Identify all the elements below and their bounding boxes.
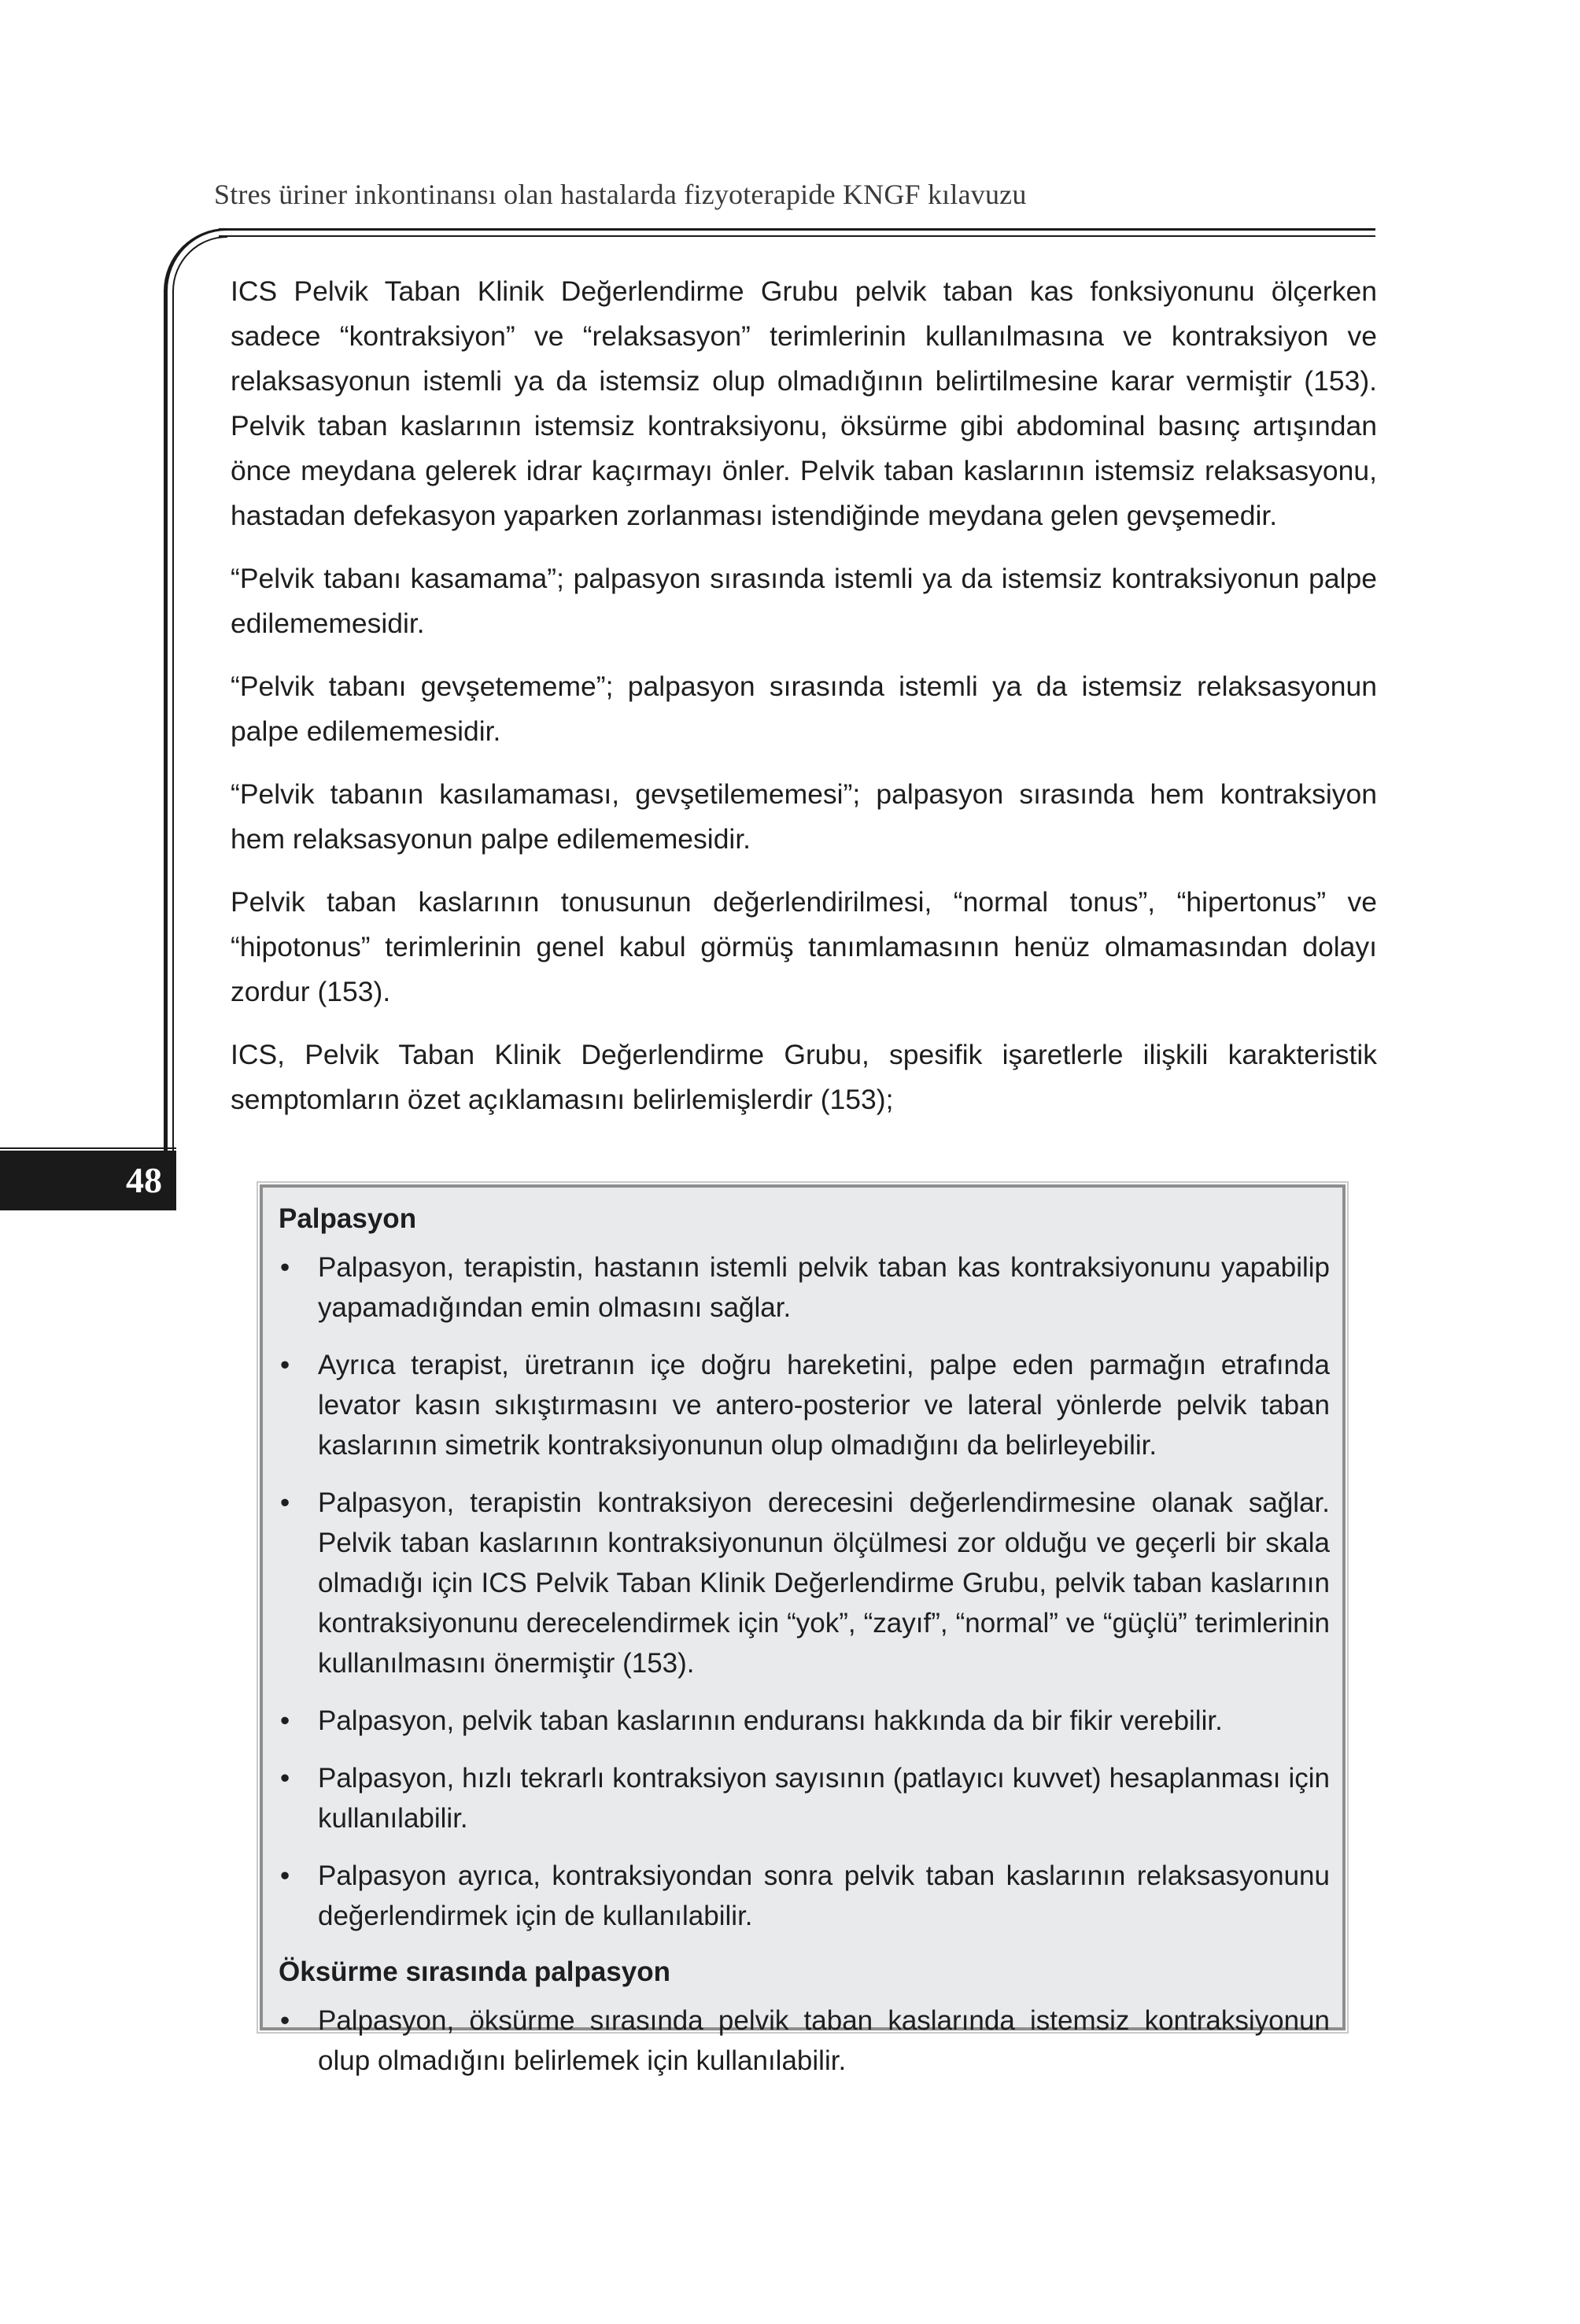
list-item-text: Palpasyon, terapistin kontraksiyon derecesini değerlendirmesine olanak sağlar. Pelvik taban kaslarının kontraksiyonunun ölçülmesi zor olduğu ve geçerli bir skala olmadığı için ICS Pelvik Taban Klinik Değerlendirme Grubu, pelvik taban kaslarının kontraksiyonunu derecelendirmek için “yok”, “zayıf”, “normal” ve “güçlü” terimlerinin kullanılmasını önermiştir (153). <box>318 1487 1330 1679</box>
bullet-icon: • <box>280 1487 290 1518</box>
list-item-text: Palpasyon, hızlı tekrarlı kontraksiyon sayısının (patlayıcı kuvvet) hesaplanması için kullanılabilir. <box>318 1763 1330 1834</box>
bullet-icon: • <box>280 1252 290 1283</box>
paragraph: ICS, Pelvik Taban Klinik Değerlendirme Grubu, spesifik işaretlerle ilişkili karakteristik semptomların özet açıklamasını belirlemişlerdir (153); <box>231 1039 1377 1115</box>
bullet-icon: • <box>280 1860 290 1891</box>
paragraph: Pelvik taban kaslarının tonusunun değerlendirilmesi, “normal tonus”, “hipertonus” ve “hipotonus” terimlerinin genel kabul görmüş tanımlamasının henüz olmamasından dolayı zordur (153). <box>231 886 1377 1007</box>
palpation-info-box <box>260 1184 1346 2076</box>
body-text <box>231 269 1377 1122</box>
paragraph: “Pelvik tabanın kasılamaması, gevşetilememesi”; palpasyon sırasında hem kontraksiyon hem relaksasyonun palpe edilememesidir. <box>231 778 1377 855</box>
box-heading-palpation: Palpasyon <box>279 1203 417 1234</box>
bullet-icon: • <box>280 1350 290 1380</box>
frame-corner-inner <box>172 236 227 291</box>
list-item <box>279 1701 1330 1741</box>
cough-palpation-list <box>279 2001 1330 2081</box>
paragraph: “Pelvik tabanı gevşetememe”; palpasyon sırasında istemli ya da istemsiz relaksasyonun palpe edilememesidir. <box>231 671 1377 747</box>
list-item-text: Palpasyon, terapistin, hastanın istemli pelvik taban kas kontraksiyonunu yapabilip yapamadığından emin olmasını sağlar. <box>318 1252 1330 1323</box>
bullet-icon: • <box>280 1763 290 1794</box>
bullet-icon: • <box>280 2005 290 2036</box>
frame-left-border-inner <box>172 290 174 1155</box>
running-header-title: Stres üriner inkontinansı olan hastalarda fizyoterapide KNGF kılavuzu <box>214 179 1027 210</box>
list-item <box>279 1758 1330 1838</box>
list-item <box>279 1247 1330 1328</box>
list-item-text: Ayrıca terapist, üretranın içe doğru hareketini, palpe eden parmağın etrafında levator kasın sıkıştırmasını ve antero-posterior ve lateral yönlerde pelvik taban kaslarının simetrik kontraksiyonunun olup olmadığını da belirleyebilir. <box>318 1350 1330 1461</box>
page-number-rule <box>0 1147 176 1149</box>
paragraph: “Pelvik tabanı kasamama”; palpasyon sırasında istemli ya da istemsiz kontraksiyonun palpe edilememesidir. <box>231 563 1377 639</box>
palpation-list <box>279 1247 1330 1936</box>
header-rule-secondary <box>219 235 1375 237</box>
header-rule <box>219 228 1375 231</box>
frame-left-border <box>164 290 168 1155</box>
paragraph: ICS Pelvik Taban Klinik Değerlendirme Grubu pelvik taban kas fonksiyonunu ölçerken sadece “kontraksiyon” ve “relaksasyon” terimlerinin kullanılmasına ve kontraksiyon ve relaksasyonun istemli ya da istemsiz olup olmadığının belirtilmesine karar vermiştir (153). Pelvik taban kaslarının istemsiz kontraksiyonu, öksürme gibi abdominal basınç artışından önce meydana gelerek idrar kaçırmayı önler. Pelvik taban kaslarının istemsiz relaksasyonu, hastadan defekasyon yaparken zorlanması istendiğinde meydana gelen gevşemedir. <box>231 275 1377 531</box>
list-item <box>279 1345 1330 1465</box>
list-item <box>279 2001 1330 2081</box>
list-item-text: Palpasyon, öksürme sırasında pelvik taban kaslarında istemsiz kontraksiyonun olup olmadığını belirlemek için kullanılabilir. <box>318 2005 1330 2076</box>
page-number: 48 <box>0 1151 176 1210</box>
list-item-text: Palpasyon ayrıca, kontraksiyondan sonra pelvik taban kaslarının relaksasyonunu değerlendirmek için de kullanılabilir. <box>318 1860 1330 1931</box>
list-item <box>279 1483 1330 1683</box>
bullet-icon: • <box>280 1705 290 1736</box>
box-heading-cough-palpation: Öksürme sırasında palpasyon <box>279 1956 670 1987</box>
list-item-text: Palpasyon, pelvik taban kaslarının enduransı hakkında da bir fikir verebilir. <box>318 1705 1223 1736</box>
list-item <box>279 1856 1330 1936</box>
